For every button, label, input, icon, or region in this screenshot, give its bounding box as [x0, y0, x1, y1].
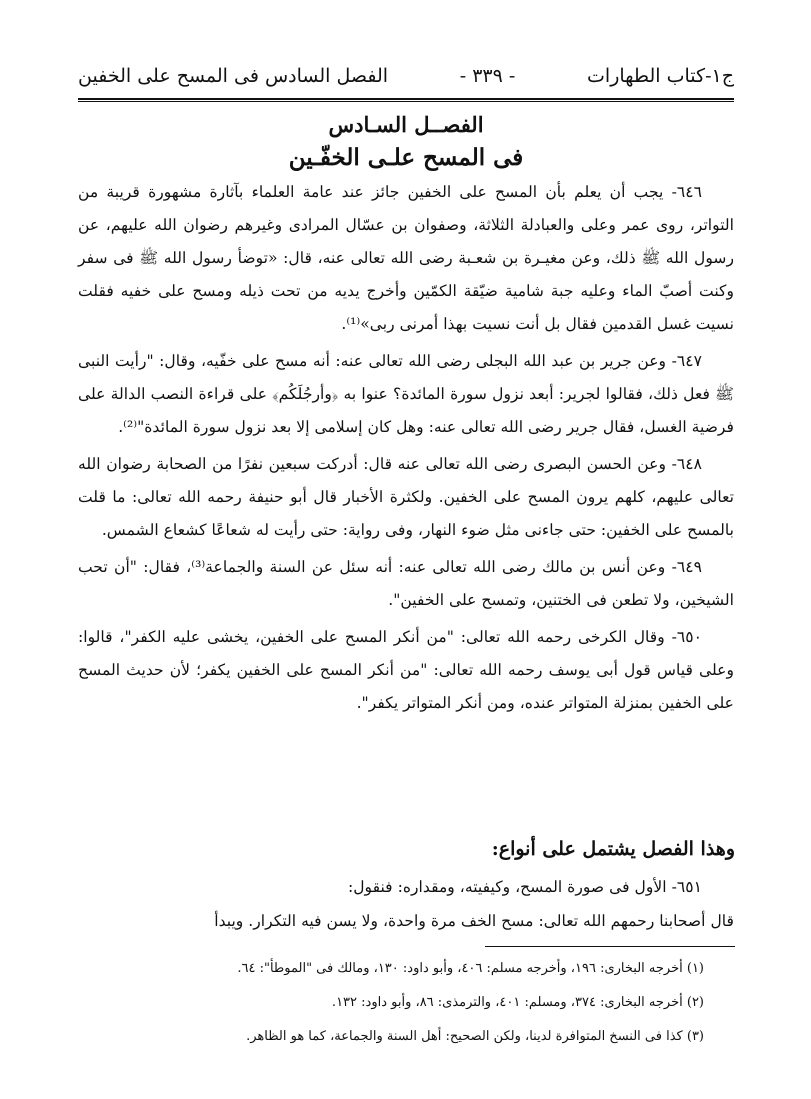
footnotes: [78, 952, 718, 1054]
header-chapter-title: الفصل السادس فى المسح على الخفين: [78, 65, 389, 87]
footnote-1: (١) أخرجه البخارى: ١٩٦، وأخرجه مسلم: ٤٠٦، وأبو داود: ١٣٠، ومالك فى "الموطأ": ٦٤.: [237, 961, 704, 976]
header-book-title: ج١-كتاب الطهارات: [587, 65, 734, 87]
footnote-rule: [485, 946, 735, 947]
chapter-title-line1: الفصــل السـادس: [328, 112, 484, 137]
paragraph-649: ٦٤٩- وعن أنس بن مالك رضى الله تعالى عنه: أنه سئل عن السنة والجماعة⁽³⁾، فقال: "أن تحب الشيخين، ولا تطعن فى الختنين، وتمسح على الخفين".: [78, 558, 734, 609]
paragraph-650: ٦٥٠- وقال الكرخى رحمه الله تعالى: "من أنكر المسح على الخفين، يخشى عليه الكفر"، قالوا: وعلى قياس قول أبى يوسف رحمه الله تعالى: "من أنكر المسح على الخفين يكفر؛ لأن حديث المسح على الخفين بمنزلة المتواتر عنده، ومن أنكر المتواتر يكفر".: [78, 628, 734, 712]
section-heading: وهذا الفصل يشتمل على أنواع:: [491, 838, 735, 860]
section-text: [78, 870, 734, 938]
header-page-number: - ٣٣٩ -: [459, 65, 516, 87]
footnote-3: (٣) كذا فى النسخ المتوافرة لدينا، ولكن الصحيح: أهل السنة والجماعة، كما هو الظاهر.: [246, 1029, 704, 1044]
paragraph-651: ٦٥١- الأول فى صورة المسح، وكيفيته، ومقداره: فنقول:: [347, 878, 702, 896]
body-text: [78, 176, 734, 724]
header-rule: [78, 98, 734, 100]
footnote-2: (٢) أخرجه البخارى: ٣٧٤، ومسلم: ٤٠١، والترمذى: ٨٦، وأبو داود: ١٣٢.: [331, 995, 704, 1010]
chapter-title-line2: فى المسح علـى الخفّـين: [288, 144, 524, 171]
paragraph-648: ٦٤٨- وعن الحسن البصرى رضى الله تعالى عنه قال: أدركت سبعين نفرًا من الصحابة رضوان الله تعالى عليهم، كلهم يرون المسح على الخفين. ولكثرة الأخبار قال أبو حنيفة رحمه الله تعالى: ما قلت بالمسح على الخفين: حتى جاءنى مثل ضوء النهار، وفى رواية: حتى رأيت له شعاعًا كشعاع الشمس.: [78, 455, 734, 539]
paragraph-647: ٦٤٧- وعن جرير بن عبد الله البجلى رضى الله تعالى عنه: أنه مسح على خفّيه، وقال: "رأيت النبى ﷺ فعل ذلك، فقالوا لجرير: أبعد نزول سورة المائدة؟ عنوا به ﴿وأرجُلَكُم﴾ على قراءة النصب الدالة على فرضية الغسل، فقال جرير رضى الله تعالى عنه: وهل كان إسلامى إلا بعد نزول سورة المائدة"⁽²⁾.: [78, 352, 734, 436]
paragraph-continued: قال أصحابنا رحمهم الله تعالى: مسح الخف مرة واحدة، ولا يسن فيه التكرار. ويبدأ: [214, 912, 734, 930]
header-rule-thin: [78, 101, 734, 102]
paragraph-646: ٦٤٦- يجب أن يعلم بأن المسح على الخفين جائز عند عامة العلماء بآثارة مشهورة قريبة من التواتر، روى عمر وعلى والعبادلة الثلاثة، وصفوان بن عسّال المرادى وغيرهم رضوان الله عليهم، عن رسول الله ﷺ ذلك، وعن مغيـرة بن شعـبة رضى الله تعالى عنه، قال: «توضأ رسول الله ﷺ فى سفر وكنت أصبّ الماء وعليه جبة شامية ضيّقة الكمّين وأخرج يديه من تحت ذيله ومسح على خفيه فقلت نسيت غسل القدمين فقال بل أنت نسيت بهذا أمرنى ربى»⁽¹⁾.: [78, 183, 734, 333]
running-header: [78, 56, 734, 96]
